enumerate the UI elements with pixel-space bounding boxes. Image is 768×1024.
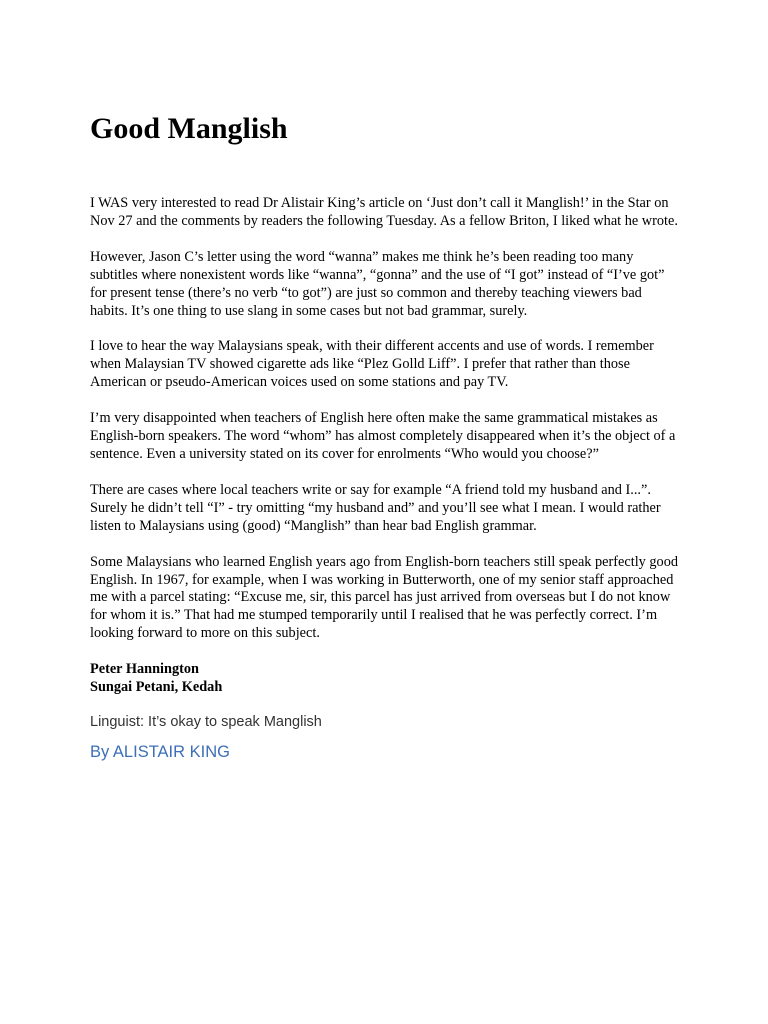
signature-name: Peter Hannington xyxy=(90,661,199,678)
paragraph-5: There are cases where local teachers write or say for example “A friend told my husband and I...”. Surely he didn’t tell “I” - try omitting “my husband and” and you’ll see what I mean. I would rather listen to Malaysians using (good) “Manglish” than hear bad English grammar. xyxy=(90,481,661,534)
paragraph-6: Some Malaysians who learned English years ago from English-born teachers still speak perfectly good English. In 1967, for example, when I was working in Butterworth, one of my senior staff approached me with a parcel stating: “Excuse me, sir, this parcel has just arrived from overseas but I do not know for whom it is.” That had me stumped temporarily until I realised that he was perfectly correct. I’m looking forward to more on this subject. xyxy=(90,553,679,642)
signature-block xyxy=(90,660,682,696)
paragraph-3: I love to hear the way Malaysians speak, with their different accents and use of words. I remember when Malaysian TV showed cigarette ads like “Plez Golld Liff”. I prefer that rather than those American or pseudo-American voices used on some stations and pay TV. xyxy=(90,338,654,391)
article-body xyxy=(90,110,682,764)
paragraph-1: I WAS very interested to read Dr Alistair King’s article on ‘Just don’t call it Manglish!’ in the Star on Nov 27 and the comments by readers the following Tuesday. As a fellow Briton, I liked what he wrote. xyxy=(90,195,678,229)
signature-location: Sungai Petani, Kedah xyxy=(90,679,223,696)
author-byline: By ALISTAIR KING xyxy=(90,743,230,762)
page-title: Good Manglish xyxy=(90,112,288,145)
paragraph-2: However, Jason C’s letter using the word “wanna” makes me think he’s been reading too many subtitles where nonexistent words like “wanna”, “gonna” and the use of “I got” instead of “I’ve got” for present tense (there’s no verb “to got”) are just so common and thereby teaching viewers bad habits. It’s one thing to use slang in some cases but not bad grammar, surely. xyxy=(90,248,665,319)
linked-article-title: Linguist: It’s okay to speak Manglish xyxy=(90,714,322,731)
paragraph-4: I’m very disappointed when teachers of English here often make the same grammatical mistakes as English-born speakers. The word “whom” has almost completely disappeared when it’s the object of a sentence. Even a university stated on its cover for enrolments “Who would you choose?” xyxy=(90,410,676,462)
